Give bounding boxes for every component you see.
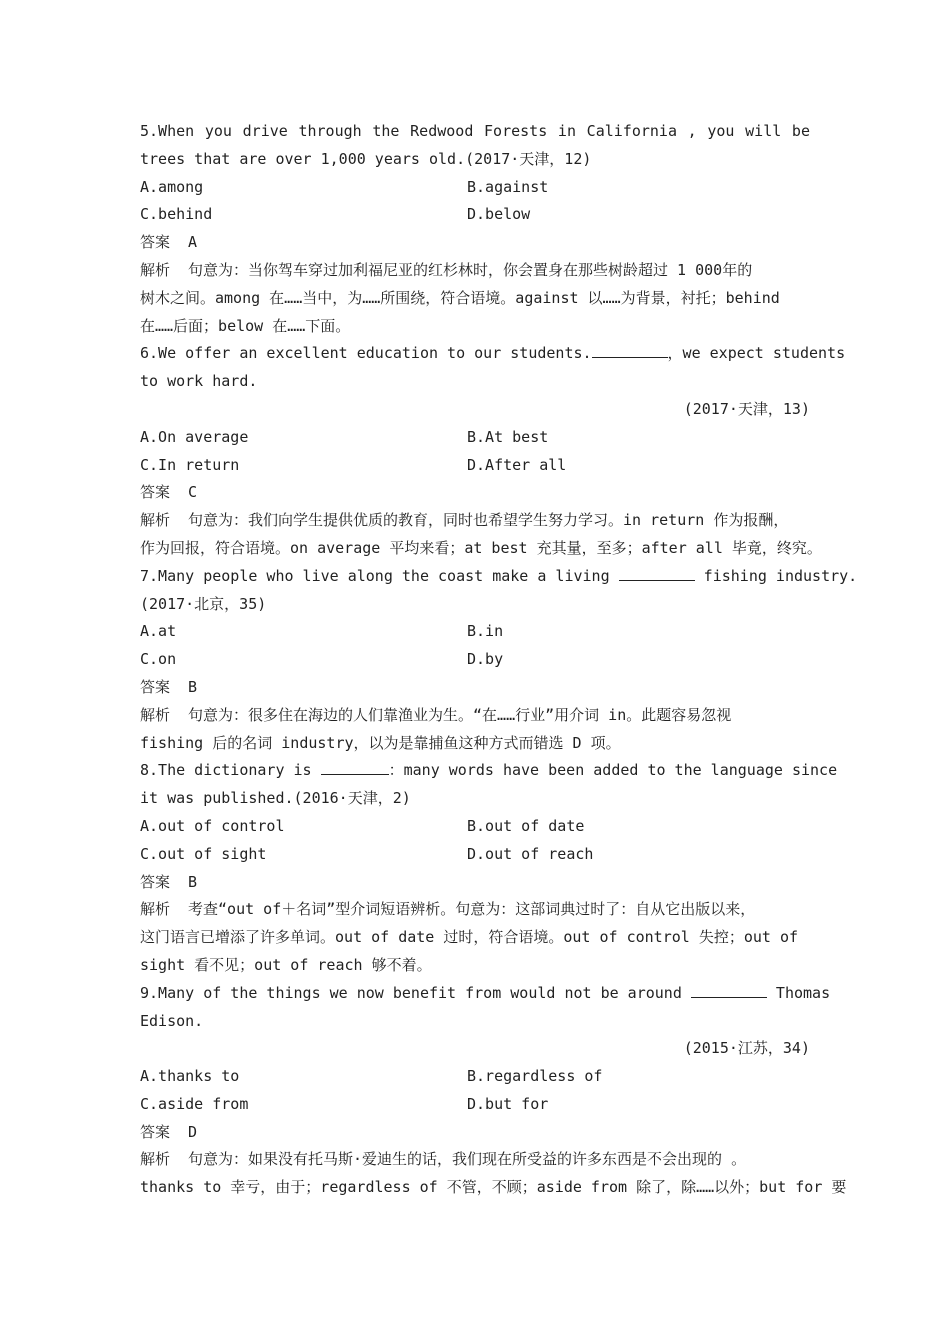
question-9-explanation-2: thanks to 幸亏，由于；regardless of 不管，不顾；aside from 除了，除……以外；but for 要: [140, 1178, 847, 1197]
explanation-label: 解析: [140, 900, 171, 919]
question-9-line-2: Edison.: [140, 1011, 204, 1030]
option-a: A.out of control: [140, 816, 285, 835]
question-6-source: (2017·天津，13): [683, 399, 810, 418]
question-5-explanation-1: [140, 257, 810, 285]
question-7-explanation-2: fishing 后的名词 industry，以为是靠捕鱼这种方式而错选 D 项。: [140, 733, 621, 752]
answer-value: B: [188, 872, 198, 891]
question-5-options-cd: [140, 201, 810, 229]
option-b: B.regardless of: [467, 1067, 603, 1086]
answer-label: 答案: [140, 677, 171, 696]
question-8-options-ab: [140, 813, 810, 841]
option-d: D.below: [467, 205, 531, 224]
question-text-cont: ：many words have been added to the language since: [388, 761, 838, 780]
question-7-answer: [140, 674, 810, 702]
question-7-explanation-1: [140, 702, 810, 730]
answer-value: D: [188, 1122, 198, 1141]
question-8-line-2: it was published.(2016·天津，2): [140, 789, 411, 808]
question-text-cont: fishing industry.: [703, 566, 858, 585]
question-5-line-2: trees that are over 1,000 years old.(2017·天津，12): [140, 149, 592, 168]
option-a: A.among: [140, 177, 204, 196]
option-b: B.At best: [467, 427, 549, 446]
question-8-explanation-3: sight 看不见；out of reach 够不着。: [140, 955, 432, 974]
answer-blank: [691, 983, 767, 998]
option-a: A.thanks to: [140, 1067, 240, 1086]
explanation-text: 句意为：很多住在海边的人们靠渔业为生。“在……行业”用介词 in。此题容易忽视: [188, 705, 732, 724]
question-text-cont: ，we expect students: [667, 344, 846, 363]
question-5-explanation-2: 树木之间。among 在……当中，为……所围绕，符合语境。against 以……为背景，衬托；behind: [140, 288, 780, 307]
explanation-label: 解析: [140, 1150, 171, 1169]
answer-value: B: [188, 677, 198, 696]
answer-value: A: [188, 233, 198, 252]
option-d: D.After all: [467, 455, 567, 474]
question-9-options-cd: [140, 1091, 810, 1119]
answer-blank: [619, 566, 695, 581]
question-8-answer: [140, 869, 810, 897]
question-6-explanation-2: 作为回报，符合语境。on average 平均来看；at best 充其量，至多；after all 毕竟，终究。: [140, 538, 822, 557]
question-9-options-ab: [140, 1063, 810, 1091]
explanation-text: 句意为：当你驾车穿过加利福尼亚的红杉林时，你会置身在那些树龄超过 1 000年的: [188, 260, 753, 279]
question-5-answer: [140, 229, 810, 257]
option-c: C.In return: [140, 455, 240, 474]
explanation-text: 句意为：如果没有托马斯·爱迪生的话，我们现在所受益的许多东西是不会出现的 。: [188, 1150, 747, 1169]
option-c: C.behind: [140, 205, 213, 224]
option-d: D.but for: [467, 1094, 549, 1113]
question-7-options-ab: [140, 618, 810, 646]
question-8-line-1: [140, 757, 838, 785]
option-c: C.on: [140, 650, 177, 669]
question-8-options-cd: [140, 841, 810, 869]
exercise-page: [140, 118, 858, 1202]
question-text-cont: Thomas: [775, 983, 831, 1002]
question-7-line-1: [140, 563, 858, 591]
option-d: D.out of reach: [467, 844, 594, 863]
question-text: 9.Many of the things we now benefit from would not be around: [140, 983, 682, 1002]
option-a: A.at: [140, 622, 177, 641]
question-6-line-1: [140, 340, 846, 368]
question-6-options-ab: [140, 424, 810, 452]
explanation-text: 句意为：我们向学生提供优质的教育，同时也希望学生努力学习。in return 作为报酬，: [188, 511, 789, 530]
question-8-explanation-1: [140, 896, 810, 924]
question-text: 7.Many people who live along the coast make a living: [140, 566, 610, 585]
question-6-explanation-1: [140, 507, 810, 535]
explanation-label: 解析: [140, 511, 171, 530]
option-b: B.in: [467, 622, 504, 641]
answer-label: 答案: [140, 1122, 171, 1141]
question-6-line-2: to work hard.: [140, 372, 258, 391]
answer-blank: [321, 760, 389, 775]
option-b: B.against: [467, 177, 549, 196]
question-text: 8.The dictionary is: [140, 761, 312, 780]
question-6-options-cd: [140, 452, 810, 480]
option-b: B.out of date: [467, 816, 585, 835]
question-7-options-cd: [140, 646, 810, 674]
question-9-line-1: [140, 980, 831, 1008]
question-7-line-2: (2017·北京，35): [140, 594, 267, 613]
option-c: C.aside from: [140, 1094, 249, 1113]
option-a: A.On average: [140, 427, 249, 446]
question-9-explanation-1: [140, 1146, 810, 1174]
explanation-label: 解析: [140, 705, 171, 724]
question-5-explanation-3: 在……后面；below 在……下面。: [140, 316, 351, 335]
option-d: D.by: [467, 650, 504, 669]
explanation-text: 考查“out of＋名词”型介词短语辨析。句意为：这部词典过时了：自从它出版以来，: [188, 900, 756, 919]
answer-label: 答案: [140, 483, 171, 502]
answer-blank: [592, 343, 668, 358]
question-text: 6.We offer an excellent education to our students.: [140, 344, 592, 363]
question-9-answer: [140, 1119, 810, 1147]
answer-label: 答案: [140, 872, 171, 891]
answer-value: C: [188, 483, 198, 502]
question-8-explanation-2: 这门语言已增添了许多单词。out of date 过时，符合语境。out of control 失控；out of: [140, 928, 799, 947]
answer-label: 答案: [140, 233, 171, 252]
question-5-options-ab: [140, 174, 810, 202]
question-5-line-1: 5.When you drive through the Redwood Forests in California , you will be: [140, 122, 810, 140]
explanation-label: 解析: [140, 260, 171, 279]
question-6-answer: [140, 479, 810, 507]
option-c: C.out of sight: [140, 844, 267, 863]
question-9-source: (2015·江苏，34): [683, 1039, 810, 1058]
